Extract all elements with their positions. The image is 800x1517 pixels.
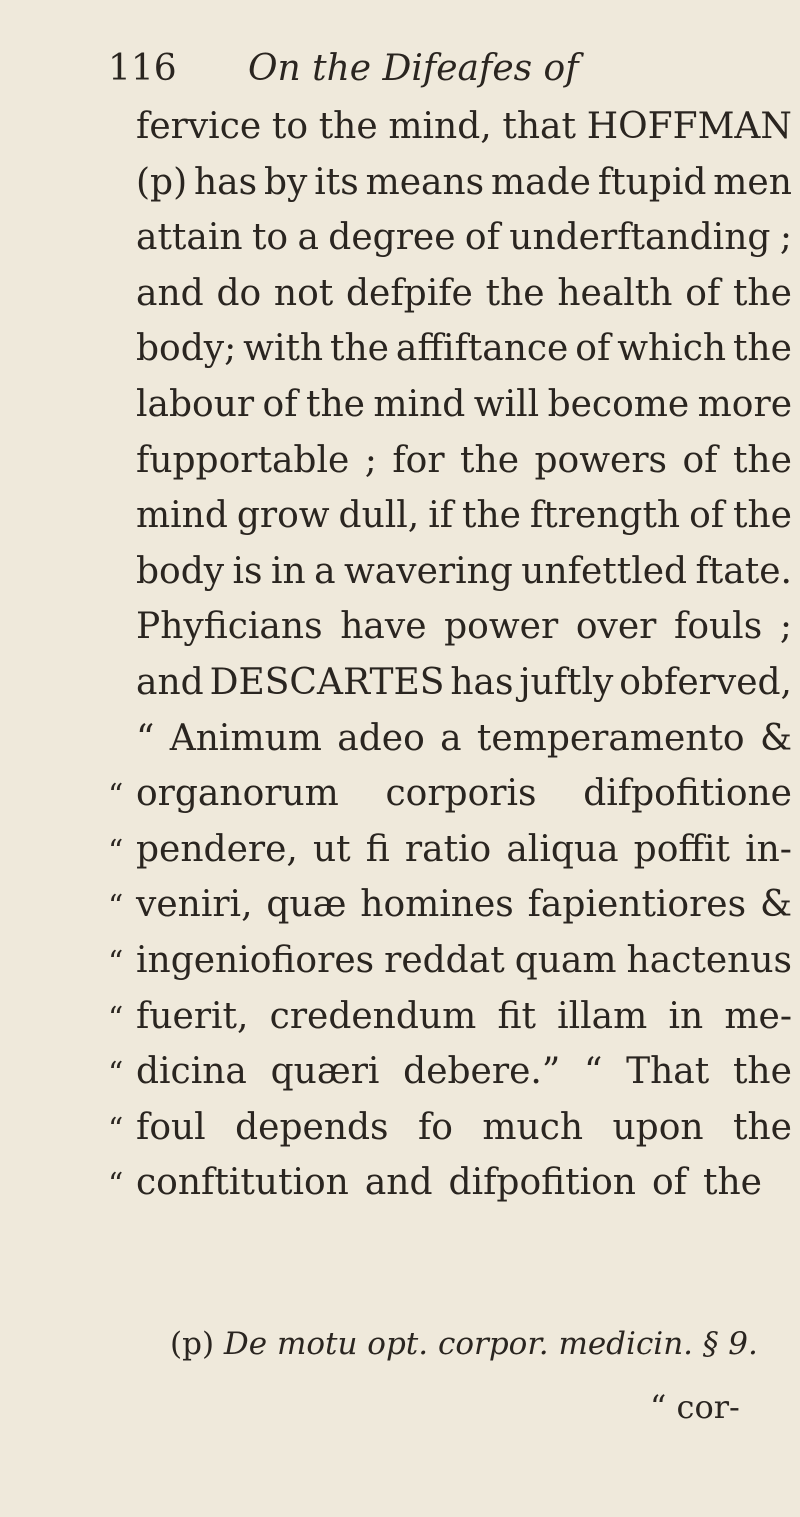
line-text: fervice to the mind, that HOFFMAN xyxy=(136,106,792,147)
line-text: dicina quæri debere.” “ That the xyxy=(136,1051,792,1093)
body-text xyxy=(108,106,792,1218)
text-line xyxy=(112,328,792,384)
line-text: and do not defpife the health of the xyxy=(136,272,792,314)
page-number: 116 xyxy=(108,48,177,89)
text-line xyxy=(108,939,792,996)
text-line xyxy=(112,551,792,607)
line-text: fupportable ; for the powers of the xyxy=(136,439,792,481)
text-line xyxy=(112,440,792,496)
quote-mark: “ xyxy=(108,944,124,980)
quote-mark: “ xyxy=(108,889,124,925)
text-line xyxy=(108,773,792,829)
line-text: Phyficians have power over fouls ; xyxy=(136,606,792,648)
footnote-marker: (p) xyxy=(170,1326,215,1362)
text-line xyxy=(112,495,792,551)
page-header xyxy=(108,48,579,89)
text-line xyxy=(112,273,792,329)
running-title: On the Difeafes of xyxy=(248,48,579,89)
text-line xyxy=(112,384,792,440)
line-text: organorum corporis difpofitione xyxy=(136,773,792,815)
line-text: mind grow dull, if the ftrength of the xyxy=(136,495,792,537)
quote-mark: “ xyxy=(108,833,124,869)
catchword: “ cor- xyxy=(650,1388,740,1426)
quote-mark: “ xyxy=(108,1000,124,1036)
quote-mark: “ xyxy=(108,778,124,814)
text-line xyxy=(108,995,792,1052)
line-text: foul depends fo much upon the xyxy=(136,1106,792,1148)
line-text: body; with the affiftance of which the xyxy=(136,328,792,370)
text-line xyxy=(112,217,792,273)
footnote-text: De motu opt. corpor. medicin. § 9. xyxy=(223,1326,758,1362)
line-text: attain to a degree of underftanding ; xyxy=(136,217,792,259)
text-line xyxy=(108,1106,792,1163)
line-text: “ Animum adeo a temperamento & xyxy=(136,717,792,759)
text-line xyxy=(108,1051,792,1107)
line-text: veniri, quæ homines fapientiores & xyxy=(136,884,792,926)
line-text: labour of the mind will become more xyxy=(136,383,792,425)
line-text: conftitution and difpofition of the xyxy=(136,1162,762,1204)
text-line xyxy=(108,884,792,940)
line-text: (p) has by its means made ftupid men xyxy=(136,161,792,203)
quote-mark: “ xyxy=(108,1167,124,1203)
text-line xyxy=(108,828,792,885)
line-text: ingeniofiores reddat quam hactenus xyxy=(136,939,792,981)
line-text: pendere, ut fi ratio aliqua poffit in- xyxy=(136,828,792,870)
text-line xyxy=(112,662,792,718)
text-line xyxy=(112,718,792,774)
quote-mark: “ xyxy=(108,1111,124,1147)
footnote xyxy=(170,1326,758,1362)
line-text: body is in a wavering unfettled ftate. xyxy=(136,550,792,592)
text-line xyxy=(108,1162,792,1218)
text-line xyxy=(112,606,792,662)
line-text: fuerit, credendum fit illam in me- xyxy=(136,995,792,1037)
line-text: and DESCARTES has juftly obferved, xyxy=(136,661,792,703)
text-line xyxy=(112,106,792,162)
text-line xyxy=(112,162,792,218)
quote-mark: “ xyxy=(108,1056,124,1092)
